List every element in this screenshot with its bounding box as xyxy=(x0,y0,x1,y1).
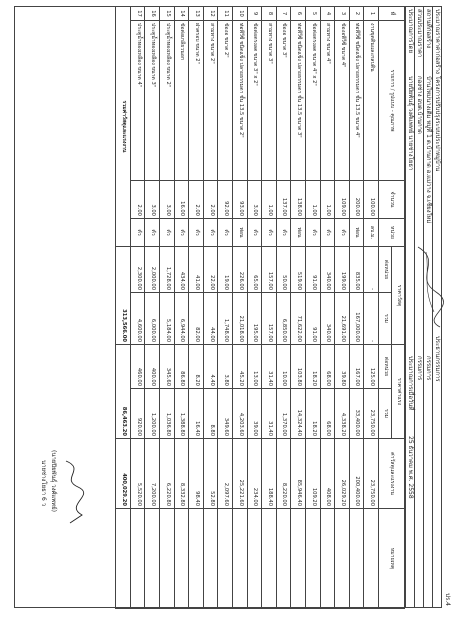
cell-material-amount: 195.00 xyxy=(247,293,262,345)
cell-material-per-unit: 19.00 xyxy=(218,247,233,293)
col-material-per-unit: ต่อหน่วย xyxy=(379,247,392,293)
cell-labor-per-unit: 10.00 xyxy=(276,345,291,389)
total-material: 313,566.00 xyxy=(116,247,131,345)
member2-label: กรรมการ xyxy=(416,356,423,381)
cell-total: 6,220.80 xyxy=(160,439,175,509)
cell-no: 13 xyxy=(189,7,204,21)
cell-no: 7 xyxy=(276,7,291,21)
cell-labor-per-unit: 125.00 xyxy=(364,345,379,389)
cell-labor-amount: 8.80 xyxy=(203,389,218,439)
location-label: สถานที่ก่อสร้าง xyxy=(425,9,432,49)
cell-qty: 137.00 xyxy=(276,181,291,219)
cell-total: 25,221.60 xyxy=(233,439,248,509)
cell-unit: ท่อน xyxy=(349,219,364,247)
cell-item: สามทาง ขนาด 3" xyxy=(262,21,277,181)
cell-unit: ลบ.ม. xyxy=(364,219,379,247)
cell-unit: ตัว xyxy=(276,219,291,247)
cell-qty: 1.00 xyxy=(320,181,335,219)
col-no: ที่ xyxy=(379,7,405,21)
cell-total: 8,220.00 xyxy=(276,439,291,509)
cell-item: ข้อต่อตรงลด ขนาด 4" x 2" xyxy=(306,21,321,181)
cell-remark xyxy=(233,509,248,609)
cell-material-amount: 91.00 xyxy=(306,293,321,345)
table-row xyxy=(203,7,218,609)
table-row xyxy=(218,7,233,609)
cell-remark xyxy=(145,509,160,609)
table-row xyxy=(291,7,306,609)
total-label: รวมค่าวัสดุและแรงงาน xyxy=(116,7,131,247)
cell-unit: ตัว xyxy=(306,219,321,247)
cell-material-per-unit: 50.00 xyxy=(276,247,291,293)
cell-labor-amount: 39.00 xyxy=(247,389,262,439)
table-body xyxy=(116,7,379,609)
cell-material-amount: 5,184.00 xyxy=(160,293,175,345)
cell-material-per-unit: 41.00 xyxy=(189,247,204,293)
estimator-value: นายปิยพันธุ์ วงศ์แพทย์ นายช่างโยธา xyxy=(407,76,414,171)
cell-labor-amount: 1,388.80 xyxy=(174,389,189,439)
cell-item: สามทาง ขนาด 2" xyxy=(203,21,218,181)
document-sheet xyxy=(10,2,450,617)
cell-labor-amount: 68.00 xyxy=(320,389,335,439)
cell-labor-amount: 33,400.00 xyxy=(349,389,364,439)
cell-qty: 92.00 xyxy=(218,181,233,219)
cell-material-per-unit: 1,728.00 xyxy=(160,247,175,293)
cell-total: 5,520.00 xyxy=(130,439,145,509)
cell-remark xyxy=(291,509,306,609)
table-row xyxy=(364,7,379,609)
cell-remark xyxy=(335,509,350,609)
table-row xyxy=(320,7,335,609)
table-row xyxy=(262,7,277,609)
cell-labor-amount: 14,324.40 xyxy=(291,389,306,439)
cell-item: ข้อต่อเกลียวนอก xyxy=(174,21,189,181)
cell-qty: 200.00 xyxy=(349,181,364,219)
cell-no: 15 xyxy=(160,7,175,21)
cell-material-amount: 6,944.00 xyxy=(174,293,189,345)
table-row xyxy=(247,7,262,609)
cell-labor-amount: 4,338.20 xyxy=(335,389,350,439)
cell-labor-per-unit: 13.00 xyxy=(247,345,262,389)
date-value: 25 ธันวาคม พ.ศ. 2558 xyxy=(407,436,414,499)
cell-remark xyxy=(189,509,204,609)
cell-material-amount: 4,600.00 xyxy=(130,293,145,345)
cell-no: 2 xyxy=(349,7,364,21)
cell-material-per-unit: 65.00 xyxy=(247,247,262,293)
cell-item: ข้อต่อตรงลด ขนาด 3" x 2" xyxy=(247,21,262,181)
cell-material-amount: 167,000.00 xyxy=(349,293,364,345)
cell-material-amount: 82.00 xyxy=(189,293,204,345)
cell-labor-per-unit: 8.20 xyxy=(189,345,204,389)
table-row xyxy=(174,7,189,609)
cell-item: ข้องอพีวีซี ขนาด 4" xyxy=(335,21,350,181)
cell-labor-amount: 349.60 xyxy=(218,389,233,439)
total-grand: 400,029.20 xyxy=(116,439,131,509)
col-qty: จำนวน xyxy=(379,181,405,219)
cell-no: 6 xyxy=(291,7,306,21)
cell-remark xyxy=(247,509,262,609)
cell-no: 3 xyxy=(335,7,350,21)
col-material-amount: รวม xyxy=(379,293,392,345)
cell-no: 9 xyxy=(247,7,262,21)
cell-material-per-unit: 2,300.00 xyxy=(130,247,145,293)
col-remark: หมายเหตุ xyxy=(379,509,405,609)
cell-material-amount: 21,018.00 xyxy=(233,293,248,345)
cell-total: 7,200.00 xyxy=(145,439,160,509)
cell-remark xyxy=(349,509,364,609)
col-unit: หน่วย xyxy=(379,219,405,247)
cell-material-amount: 1,748.00 xyxy=(218,293,233,345)
cell-remark xyxy=(160,509,175,609)
col-total: ค่าวัสดุและแรงงาน xyxy=(379,439,405,509)
cell-unit: ตัว xyxy=(145,219,160,247)
cell-material-per-unit: - xyxy=(364,247,379,293)
estimator-label: ประมาณการโดย xyxy=(407,9,414,54)
cell-item: สามทาง ขนาด 4" xyxy=(320,21,335,181)
cell-labor-per-unit: 31.40 xyxy=(262,345,277,389)
unit-value: กองช่าง อบต.บ้านกาด xyxy=(416,76,423,134)
cell-material-per-unit: 434.00 xyxy=(174,247,189,293)
cell-total: 98.40 xyxy=(189,439,204,509)
cell-labor-per-unit: 167.00 xyxy=(349,345,364,389)
cell-qty: 2.00 xyxy=(203,181,218,219)
signature-position: นายช่างโยธา 6 ว xyxy=(40,460,47,507)
page-number: ปร.4 xyxy=(444,593,451,606)
cell-unit: ตัว xyxy=(203,219,218,247)
project-value: โครงการปรับปรุงระบบประปาหมู่บ้าน xyxy=(434,76,441,172)
cell-remark xyxy=(276,509,291,609)
table-row xyxy=(276,7,291,609)
location-value: บ้านใหม่นางเติม หมู่ที่ 1 ต.บ้านกาด อ.แม่วาง จ.เชียงใหม่ xyxy=(425,76,432,224)
chairman-label: ประธานกรรมการ xyxy=(434,336,441,382)
cell-labor-amount: 16.40 xyxy=(189,389,204,439)
cell-qty: 109.00 xyxy=(335,181,350,219)
cell-qty: 3.00 xyxy=(247,181,262,219)
cell-unit: ตัว xyxy=(189,219,204,247)
cell-labor-amount: 1,036.80 xyxy=(160,389,175,439)
cell-item: ประตูน้ำทองเหลือง ขนาด 2" xyxy=(160,21,175,181)
cell-material-amount: 21,691.00 xyxy=(335,293,350,345)
cell-material-per-unit: 226.00 xyxy=(233,247,248,293)
table-header-row-1 xyxy=(392,7,405,609)
table-row xyxy=(130,7,145,609)
table-row xyxy=(349,7,364,609)
cell-item: ประตูน้ำทองเหลือง ขนาด 3" xyxy=(145,21,160,181)
cell-material-amount: - xyxy=(364,293,379,345)
col-material-group: ราคาวัสดุ xyxy=(392,247,405,345)
cell-item: ท่อพีวีซี ชนิดแข็ง ปลายธรรมดา ชั้น 13.5 ขนาด 4" xyxy=(349,21,364,181)
cell-labor-amount: 18.20 xyxy=(306,389,321,439)
cell-labor-per-unit: 4.40 xyxy=(203,345,218,389)
cell-item: ท่อพีวีซี ชนิดแข็ง ปลายธรรมดา ชั้น 13.5 ขนาด 3" xyxy=(291,21,306,181)
cell-no: 8 xyxy=(262,7,277,21)
cell-item: ประตูน้ำทองเหลือง ขนาด 4" xyxy=(130,21,145,181)
member-label: กรรมการ xyxy=(425,356,432,381)
cell-no: 14 xyxy=(174,7,189,21)
cell-unit: ตัว xyxy=(160,219,175,247)
cell-remark xyxy=(364,509,379,609)
cell-total: 52.80 xyxy=(203,439,218,509)
cell-no: 1 xyxy=(364,7,379,21)
cell-material-per-unit: 835.00 xyxy=(349,247,364,293)
cell-material-amount: 6,850.00 xyxy=(276,293,291,345)
cell-no: 16 xyxy=(145,7,160,21)
cell-unit: ท่อน xyxy=(233,219,248,247)
cell-total: 408.00 xyxy=(320,439,335,509)
cell-remark xyxy=(218,509,233,609)
table-row xyxy=(233,7,248,609)
cell-material-per-unit: 519.00 xyxy=(291,247,306,293)
cell-qty: 1.00 xyxy=(262,181,277,219)
cell-item: ฝาครอบ ขนาด 2" xyxy=(189,21,204,181)
cell-material-amount: 340.00 xyxy=(320,293,335,345)
cell-material-per-unit: 199.00 xyxy=(335,247,350,293)
cell-remark xyxy=(174,509,189,609)
cell-qty: 16.00 xyxy=(174,181,189,219)
cell-material-per-unit: 340.00 xyxy=(320,247,335,293)
cell-labor-amount: 1,200.00 xyxy=(145,389,160,439)
cell-item: ข้องอ ขนาด 3" xyxy=(276,21,291,181)
table-total-row xyxy=(116,7,131,609)
cell-material-amount: 157.00 xyxy=(262,293,277,345)
cell-labor-per-unit: 460.00 xyxy=(130,345,145,389)
cell-labor-per-unit: 86.80 xyxy=(174,345,189,389)
cell-qty: 3.00 xyxy=(160,181,175,219)
table-row xyxy=(306,7,321,609)
cell-material-amount: 71,622.00 xyxy=(291,293,306,345)
cell-labor-amount: 1,370.00 xyxy=(276,389,291,439)
signature-scribble xyxy=(58,457,88,527)
cell-labor-per-unit: 18.20 xyxy=(306,345,321,389)
cell-unit: ตัว xyxy=(174,219,189,247)
cell-labor-per-unit: 3.80 xyxy=(218,345,233,389)
cell-item: ข้องอ ขนาด 2" xyxy=(218,21,233,181)
cell-total: 85,946.40 xyxy=(291,439,306,509)
cell-material-amount: 44.00 xyxy=(203,293,218,345)
cell-labor-per-unit: 345.60 xyxy=(160,345,175,389)
cell-labor-amount: 4,203.60 xyxy=(233,389,248,439)
cell-unit: ตัว xyxy=(262,219,277,247)
estimate-table xyxy=(115,6,405,609)
cell-labor-amount: 23,750.00 xyxy=(364,389,379,439)
cell-unit: ตัว xyxy=(320,219,335,247)
cell-unit: ตัว xyxy=(335,219,350,247)
cell-unit: ตัว xyxy=(130,219,145,247)
col-labor-group: ราคาค่าแรง xyxy=(392,345,405,439)
table-row xyxy=(335,7,350,609)
cell-material-per-unit: 22.00 xyxy=(203,247,218,293)
cell-unit: ตัว xyxy=(218,219,233,247)
cell-qty: 93.00 xyxy=(233,181,248,219)
signature-scribble-header xyxy=(408,242,448,332)
cell-labor-per-unit: 39.80 xyxy=(335,345,350,389)
cell-total: 26,029.20 xyxy=(335,439,350,509)
cell-unit: ท่อน xyxy=(291,219,306,247)
cell-total: 200,400.00 xyxy=(349,439,364,509)
cell-remark xyxy=(262,509,277,609)
cell-remark xyxy=(203,509,218,609)
cell-material-per-unit: 2,000.00 xyxy=(145,247,160,293)
cell-total: 8,332.80 xyxy=(174,439,189,509)
total-labor: 86,463.20 xyxy=(116,345,131,439)
cell-remark xyxy=(320,509,335,609)
cell-remark xyxy=(306,509,321,609)
project-label: ประมาณราคาค่าก่อสร้าง xyxy=(434,9,441,74)
total-remark xyxy=(116,509,131,609)
cell-qty: 2.00 xyxy=(189,181,204,219)
col-labor-amount: รวม xyxy=(379,389,392,439)
cell-qty: 138.00 xyxy=(291,181,306,219)
cell-total: 234.00 xyxy=(247,439,262,509)
cell-material-amount: 6,000.00 xyxy=(145,293,160,345)
col-labor-per-unit: ต่อหน่วย xyxy=(379,345,392,389)
cell-total: 23,750.00 xyxy=(364,439,379,509)
cell-no: 10 xyxy=(233,7,248,21)
cell-labor-per-unit: 103.80 xyxy=(291,345,306,389)
cell-labor-per-unit: 45.20 xyxy=(233,345,248,389)
cell-qty: 2.00 xyxy=(130,181,145,219)
cell-material-per-unit: 91.00 xyxy=(306,247,321,293)
cell-labor-per-unit: 68.00 xyxy=(320,345,335,389)
cell-labor-amount: 920.00 xyxy=(130,389,145,439)
cell-qty: 100.00 xyxy=(364,181,379,219)
cell-qty: 1.00 xyxy=(306,181,321,219)
cell-total: 188.40 xyxy=(262,439,277,509)
cell-item: งานขุดดินและกลบดิน xyxy=(364,21,379,181)
cell-labor-per-unit: 400.00 xyxy=(145,345,160,389)
cell-no: 17 xyxy=(130,7,145,21)
table-row xyxy=(189,7,204,609)
cell-qty: 3.00 xyxy=(145,181,160,219)
cell-no: 11 xyxy=(218,7,233,21)
cell-total: 109.20 xyxy=(306,439,321,509)
table-row xyxy=(145,7,160,609)
signature-name: (นายปิยพันธุ์ วงศ์แพทย์) xyxy=(50,450,57,513)
cell-total: 2,097.60 xyxy=(218,439,233,509)
cell-material-per-unit: 157.00 xyxy=(262,247,277,293)
col-item: รายการ / รูปแบบ - คุณภาพ xyxy=(379,21,405,181)
date-label: ประมาณการเมื่อวันที่ xyxy=(407,356,414,411)
cell-no: 4 xyxy=(320,7,335,21)
unit-label: ส่วนประมาณราคา xyxy=(416,9,423,58)
cell-item: ท่อพีวีซี ชนิดแข็ง ปลายธรรมดา ชั้น 13.5 ขนาด 2" xyxy=(233,21,248,181)
cell-labor-amount: 31.40 xyxy=(262,389,277,439)
cell-unit: ตัว xyxy=(247,219,262,247)
cell-no: 5 xyxy=(306,7,321,21)
cell-remark xyxy=(130,509,145,609)
table-row xyxy=(160,7,175,609)
cell-no: 12 xyxy=(203,7,218,21)
